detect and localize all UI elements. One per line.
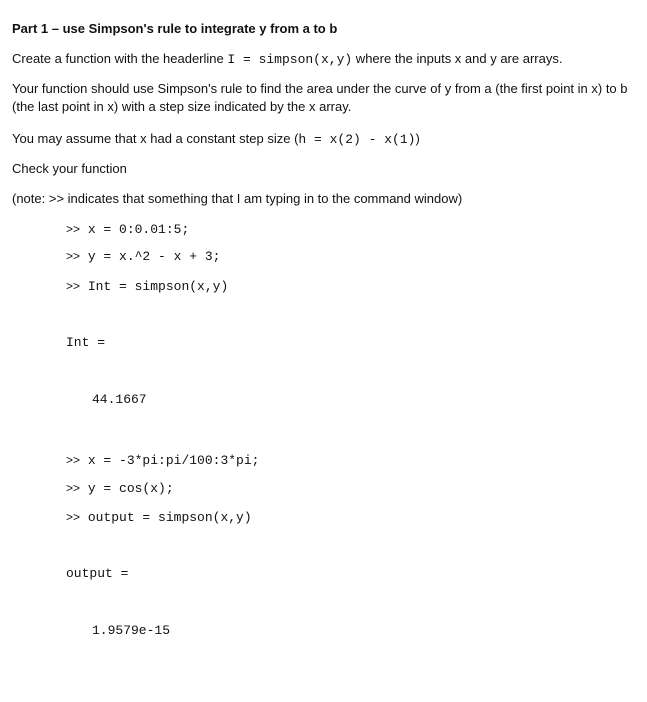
example1-command3-text: Int = simpson(x,y) [87,279,229,294]
prompt-symbol: >> [66,510,81,524]
example1-command1-text: x = 0:0.01:5; [87,222,190,237]
example1-command2 [66,247,220,266]
prompt-symbol: >> [66,222,81,236]
prompt-symbol: >> [66,481,81,495]
prompt-symbol: >> [66,249,81,263]
example2-output-label: output = [66,566,129,581]
example1-command3 [66,277,228,296]
instruction-description: Your function should use Simpson's rule to find the area under the curve of y from a (the first point in x) to b (the last point in x) with a step size indicated by the x array. [12,81,628,114]
example2-command1 [66,451,259,470]
example2-command2-text: y = cos(x); [87,481,174,496]
step-size-text-before: You may assume that x had a constant step size ( [12,131,299,146]
example2-command1-text: x = -3*pi:pi/100:3*pi; [87,453,260,468]
check-function-text: Check your function [12,161,127,176]
example1-output-label: Int = [66,335,106,350]
step-size-code: h = x(2) - x(1) [298,132,416,147]
example2-command3 [66,508,252,527]
prompt-symbol: >> [66,453,81,467]
example2-command3-text: output = simpson(x,y) [87,510,252,525]
note-text: (note: >> indicates that something that I am typing in to the command window) [12,191,463,206]
example2-output-value: 1.9579e-15 [92,623,171,638]
page-title: Part 1 – use Simpson's rule to integrate y from a to b [12,21,338,36]
example1-output-value: 44.1667 [92,392,147,407]
example2-command2 [66,479,174,498]
instruction-step-size [12,130,635,149]
instruction-headerline-text-after: where the inputs x and y are arrays. [352,51,563,66]
example1-command1 [66,220,189,239]
instruction-headerline-text-before: Create a function with the headerline [12,51,228,66]
example1-command2-text: y = x.^2 - x + 3; [87,249,221,264]
prompt-symbol: >> [66,279,81,293]
headerline-code: I = simpson(x,y) [227,52,353,67]
step-size-text-after: ) [415,131,420,146]
instruction-headerline [12,50,635,69]
